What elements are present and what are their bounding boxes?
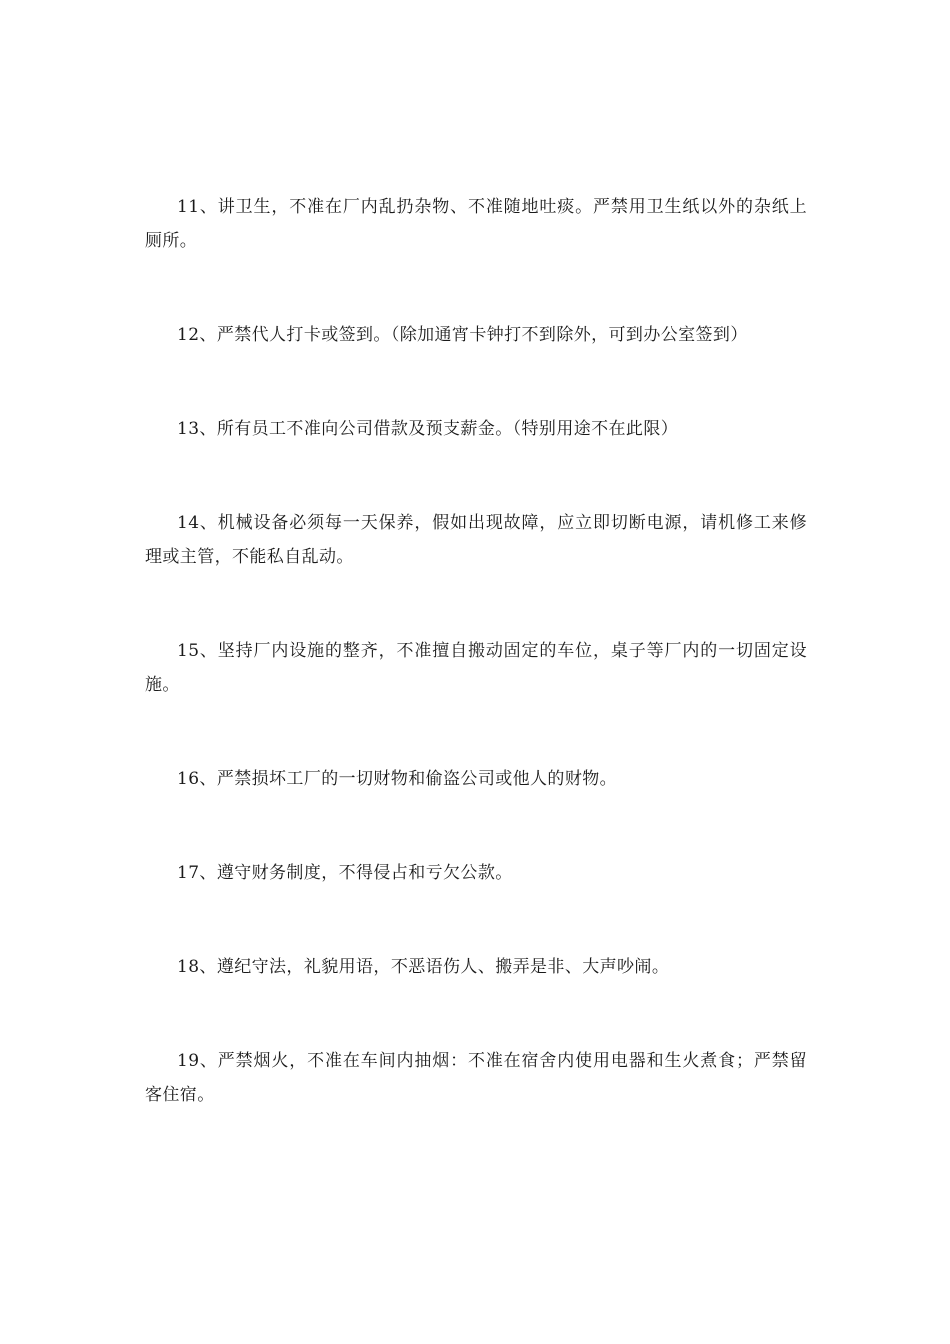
rule-18: 18、遵纪守法，礼貌用语，不恶语伤人、搬弄是非、大声吵闹。 xyxy=(177,957,670,977)
rule-15: 15、坚持厂内设施的整齐，不准擅自搬动固定的车位，桌子等厂内的一切固定设施。 xyxy=(145,641,807,695)
rule-19: 19、严禁烟火，不准在车间内抽烟：不准在宿舍内使用电器和生火煮食；严禁留客住宿。 xyxy=(145,1051,807,1105)
rule-14: 14、机械设备必须每一天保养，假如出现故障，应立即切断电源，请机修工来修理或主管，不能私自乱动。 xyxy=(145,513,807,567)
rule-13: 13、所有员工不准向公司借款及预支薪金。（特别用途不在此限） xyxy=(177,419,679,439)
rule-11: 11、讲卫生，不准在厂内乱扔杂物、不准随地吐痰。严禁用卫生纸以外的杂纸上厕所。 xyxy=(145,197,807,251)
rules-list xyxy=(145,190,807,1172)
rule-12: 12、严禁代人打卡或签到。（除加通宵卡钟打不到除外，可到办公室签到） xyxy=(177,325,748,345)
rule-17: 17、遵守财务制度，不得侵占和亏欠公款。 xyxy=(177,863,513,883)
rule-16: 16、严禁损坏工厂的一切财物和偷盗公司或他人的财物。 xyxy=(177,769,618,789)
